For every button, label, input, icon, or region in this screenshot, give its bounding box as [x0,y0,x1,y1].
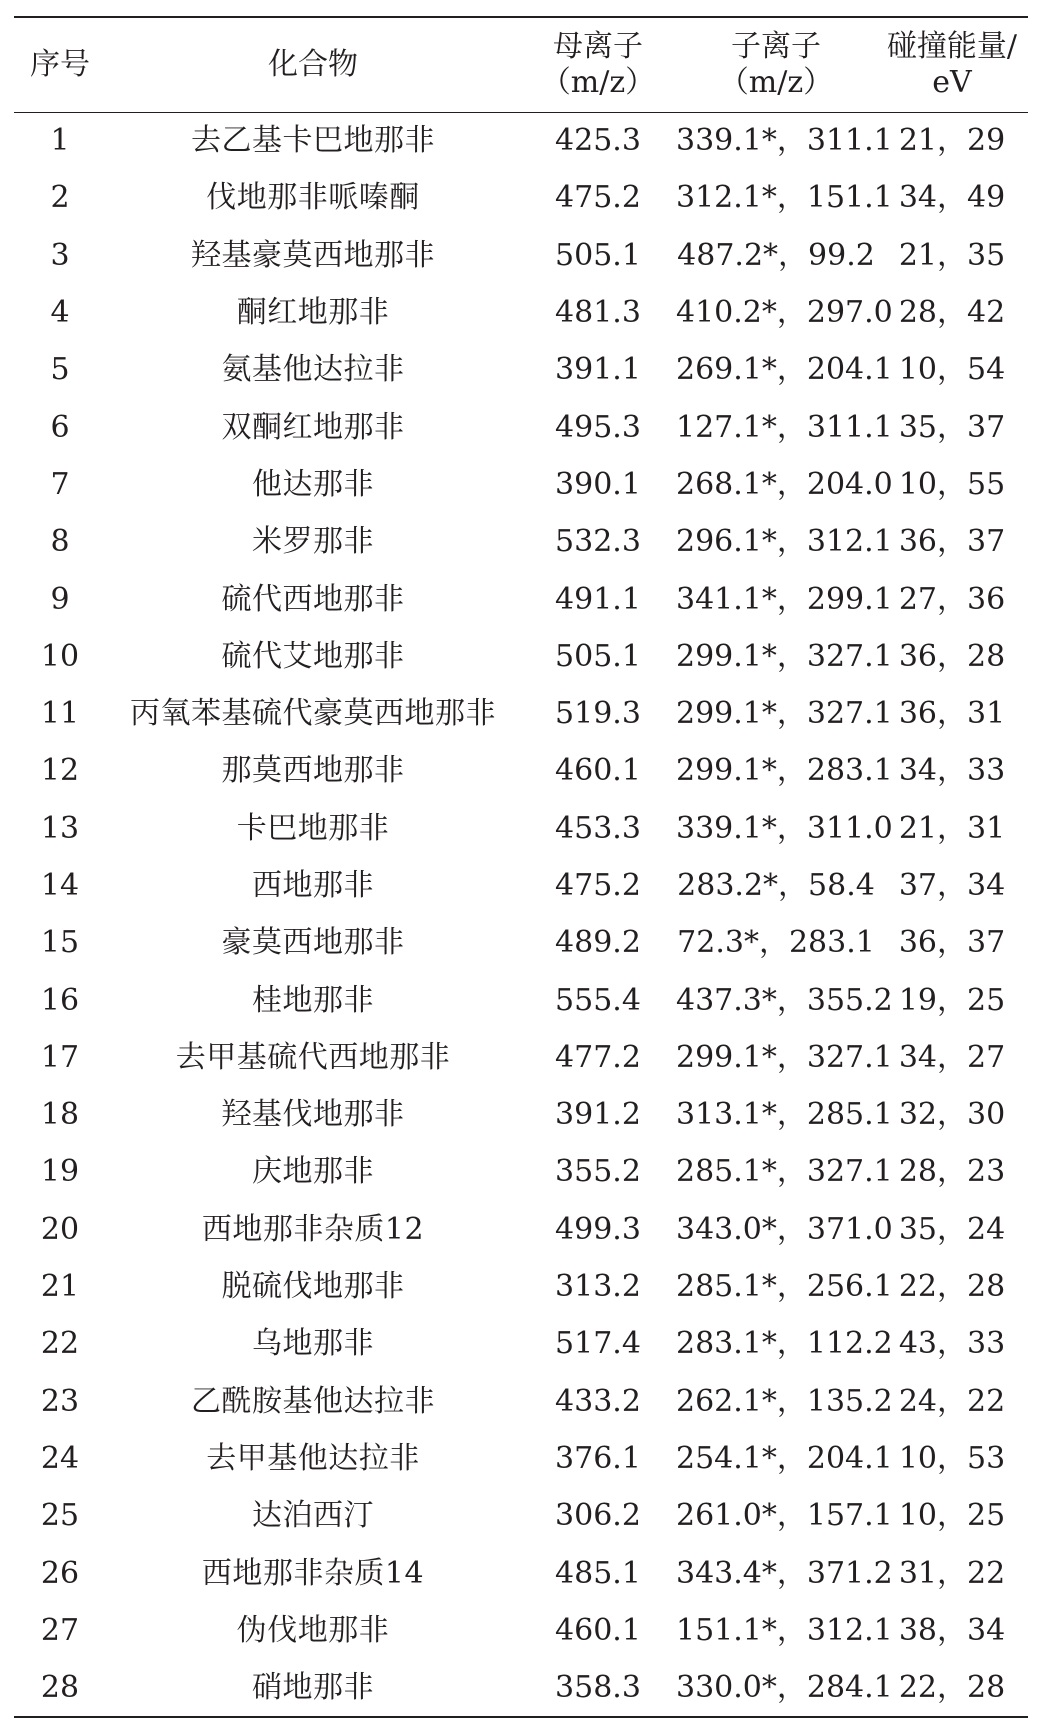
cell-index: 1 [50,123,70,159]
table-row [14,1029,1028,1086]
table-row [14,170,1028,227]
cell-compound: 豪莫西地那非 [221,925,405,961]
cell-parent-ion: 433.2 [555,1383,641,1419]
cell-product-ions: 283.1*，112.2 [676,1326,893,1362]
cell-compound: 去甲基他达拉非 [206,1440,420,1476]
cell-compound: 庆地那非 [252,1154,374,1190]
cell-collision-energy: 22，28 [898,1669,1006,1705]
header-parent-ion-label: 母离子 [553,29,643,64]
cell-parent-ion: 489.2 [555,925,641,961]
table-row [14,1545,1028,1602]
table-row [14,1602,1028,1659]
cell-index: 26 [40,1555,80,1591]
cell-index: 19 [40,1154,80,1190]
cell-compound: 硝地那非 [252,1669,374,1705]
header-collision-energy-label: 碰撞能量/ [886,29,1018,64]
table-row [14,284,1028,341]
cell-index: 9 [50,581,70,617]
cell-product-ions: 254.1*，204.1 [676,1440,893,1476]
cell-compound: 酮红地那非 [236,295,390,331]
cell-index: 4 [50,295,70,331]
table-row [14,456,1028,513]
cell-parent-ion: 519.3 [555,696,641,732]
cell-collision-energy: 37，34 [898,868,1006,903]
cell-collision-energy: 36，28 [898,638,1006,674]
table-row [14,915,1028,972]
table-row [14,113,1028,170]
cell-compound: 达泊西汀 [252,1498,374,1534]
cell-index: 8 [50,524,70,560]
table-row [14,1087,1028,1144]
table-row [14,972,1028,1029]
cell-parent-ion: 495.3 [555,409,641,445]
cell-product-ions: 487.2*，99.2 [677,237,875,273]
cell-product-ions: 72.3*，283.1 [677,925,875,961]
header-product-ion-unit: （m/z） [718,65,834,100]
table-row [14,1660,1028,1717]
table-row [14,743,1028,800]
cell-product-ions: 299.1*，327.1 [676,696,893,732]
cell-collision-energy: 10，25 [898,1498,1006,1534]
cell-compound: 去甲基硫代西地那非 [175,1039,451,1075]
cell-compound: 米罗那非 [252,524,374,560]
cell-collision-energy: 27，36 [898,581,1006,617]
header-parent-ion-unit: （m/z） [540,65,656,100]
cell-product-ions: 261.0*，157.1 [676,1498,893,1534]
header-index-label: 序号 [30,47,90,82]
cell-parent-ion: 499.3 [555,1211,641,1247]
cell-index: 6 [50,409,70,445]
cell-compound: 双酮红地那非 [221,409,405,445]
cell-parent-ion: 460.1 [555,753,641,789]
table-row [14,1316,1028,1373]
cell-collision-energy: 32，30 [898,1097,1006,1133]
cell-compound: 西地那非 [252,868,374,903]
cell-index: 16 [40,982,80,1018]
cell-collision-energy: 22，28 [898,1269,1006,1305]
table-header [14,17,1028,113]
header-product-ion [676,17,876,113]
cell-parent-ion: 390.1 [555,466,641,502]
cell-parent-ion: 505.1 [555,237,641,273]
table-row [14,1201,1028,1258]
table-row [14,399,1028,456]
header-collision-energy-unit: eV [932,65,972,100]
cell-index: 24 [40,1440,80,1476]
cell-product-ions: 341.1*，299.1 [676,581,893,617]
cell-collision-energy: 34，33 [898,753,1006,789]
cell-compound: 硫代艾地那非 [221,638,405,674]
cell-index: 5 [50,352,70,388]
cell-product-ions: 269.1*，204.1 [676,352,893,388]
cell-parent-ion: 477.2 [555,1039,641,1075]
table-row [14,1430,1028,1487]
cell-collision-energy: 24，22 [898,1383,1006,1419]
cell-product-ions: 151.1*，312.1 [676,1612,893,1648]
cell-compound: 伐地那非哌嗪酮 [206,180,420,216]
cell-product-ions: 343.4*，371.2 [676,1555,893,1591]
cell-index: 12 [40,753,80,789]
cell-product-ions: 312.1*，151.1 [676,180,893,216]
cell-collision-energy: 34，27 [898,1039,1006,1075]
cell-compound: 脱硫伐地那非 [221,1269,405,1305]
cell-collision-energy: 21，29 [898,123,1006,159]
cell-collision-energy: 21，35 [898,237,1006,273]
cell-product-ions: 296.1*，312.1 [676,524,893,560]
cell-product-ions: 285.1*，256.1 [676,1269,893,1305]
cell-collision-energy: 35，37 [898,409,1006,445]
cell-index: 3 [50,237,70,273]
cell-collision-energy: 34，49 [898,180,1006,216]
cell-index: 21 [40,1269,80,1305]
cell-compound: 乌地那非 [252,1326,374,1362]
cell-parent-ion: 358.3 [555,1669,641,1705]
cell-index: 14 [40,868,80,903]
cell-compound: 乙酰胺基他达拉非 [191,1383,435,1419]
table-body [14,113,1028,1717]
cell-index: 2 [50,180,70,216]
cell-parent-ion: 485.1 [555,1555,641,1591]
cell-index: 20 [40,1211,80,1247]
cell-product-ions: 299.1*，327.1 [676,1039,893,1075]
cell-index: 15 [40,925,80,961]
cell-parent-ion: 453.3 [555,810,641,846]
cell-product-ions: 437.3*，355.2 [676,982,893,1018]
cell-parent-ion: 355.2 [555,1154,641,1190]
cell-collision-energy: 28，42 [898,295,1006,331]
cell-product-ions: 330.0*，284.1 [676,1669,893,1705]
cell-product-ions: 343.0*，371.0 [676,1211,893,1247]
cell-product-ions: 299.1*，283.1 [676,753,893,789]
cell-parent-ion: 505.1 [555,638,641,674]
cell-product-ions: 313.1*，285.1 [676,1097,893,1133]
table-row [14,1144,1028,1201]
table-row [14,514,1028,571]
cell-collision-energy: 21，31 [898,810,1006,846]
cell-product-ions: 299.1*，327.1 [676,638,893,674]
header-collision-energy [876,17,1028,113]
cell-compound: 卡巴地那非 [236,810,390,846]
cell-collision-energy: 19，25 [898,982,1006,1018]
cell-index: 25 [40,1498,80,1534]
cell-product-ions: 339.1*，311.1 [676,123,893,159]
cell-compound: 那莫西地那非 [221,753,405,789]
table-row [14,800,1028,857]
cell-collision-energy: 28，23 [898,1154,1006,1190]
cell-parent-ion: 376.1 [555,1440,641,1476]
cell-parent-ion: 517.4 [555,1326,641,1362]
table-row [14,342,1028,399]
cell-compound: 西地那非杂质12 [201,1211,425,1247]
header-index [14,17,106,113]
cell-collision-energy: 36，37 [898,925,1006,961]
cell-product-ions: 285.1*，327.1 [676,1154,893,1190]
table-row [14,685,1028,742]
cell-compound: 羟基伐地那非 [221,1097,405,1133]
cell-index: 27 [40,1612,80,1648]
cell-index: 7 [50,466,70,502]
cell-compound: 伪伐地那非 [236,1612,390,1648]
table-row [14,227,1028,284]
cell-parent-ion: 391.2 [555,1097,641,1133]
header-parent-ion [520,17,676,113]
cell-parent-ion: 475.2 [555,180,641,216]
cell-compound: 氨基他达拉非 [221,352,405,388]
cell-parent-ion: 313.2 [555,1269,641,1305]
cell-collision-energy: 36，31 [898,696,1006,732]
cell-product-ions: 262.1*，135.2 [676,1383,893,1419]
cell-compound: 桂地那非 [252,982,374,1018]
compound-ms-table [14,16,1028,1718]
cell-compound: 去乙基卡巴地那非 [191,123,435,159]
cell-collision-energy: 43，33 [898,1326,1006,1362]
cell-product-ions: 410.2*，297.0 [676,295,893,331]
table-row [14,571,1028,628]
table-row [14,857,1028,914]
header-compound-label: 化合物 [268,47,358,82]
cell-collision-energy: 35，24 [898,1211,1006,1247]
cell-parent-ion: 391.1 [555,352,641,388]
header-row [14,17,1028,113]
cell-compound: 羟基豪莫西地那非 [191,237,435,273]
cell-parent-ion: 491.1 [555,581,641,617]
cell-product-ions: 339.1*，311.0 [676,810,893,846]
cell-collision-energy: 10，54 [898,352,1006,388]
cell-collision-energy: 38，34 [898,1612,1006,1648]
table-row [14,1488,1028,1545]
cell-index: 17 [40,1039,80,1075]
cell-index: 10 [40,638,80,674]
cell-index: 13 [40,810,80,846]
cell-compound: 他达那非 [252,466,374,502]
cell-collision-energy: 31，22 [898,1555,1006,1591]
cell-collision-energy: 10，55 [898,466,1006,502]
cell-parent-ion: 481.3 [555,295,641,331]
cell-product-ions: 268.1*，204.0 [676,466,893,502]
cell-compound: 西地那非杂质14 [201,1555,425,1591]
cell-index: 23 [40,1383,80,1419]
table-row [14,1373,1028,1430]
table-row [14,1258,1028,1315]
cell-index: 11 [40,696,80,732]
header-product-ion-label: 子离子 [731,29,821,64]
cell-compound: 丙氧苯基硫代豪莫西地那非 [130,696,496,732]
cell-collision-energy: 36，37 [898,524,1006,560]
table-row [14,628,1028,685]
cell-index: 28 [40,1669,80,1705]
cell-index: 18 [40,1097,80,1133]
cell-index: 22 [40,1326,80,1362]
cell-product-ions: 283.2*，58.4 [677,868,875,903]
header-compound [106,17,520,113]
cell-parent-ion: 555.4 [555,982,641,1018]
cell-compound: 硫代西地那非 [221,581,405,617]
cell-parent-ion: 532.3 [555,524,641,560]
cell-parent-ion: 306.2 [555,1498,641,1534]
cell-parent-ion: 425.3 [555,123,641,159]
cell-product-ions: 127.1*，311.1 [676,409,893,445]
cell-parent-ion: 475.2 [555,868,641,903]
cell-collision-energy: 10，53 [898,1440,1006,1476]
cell-parent-ion: 460.1 [555,1612,641,1648]
